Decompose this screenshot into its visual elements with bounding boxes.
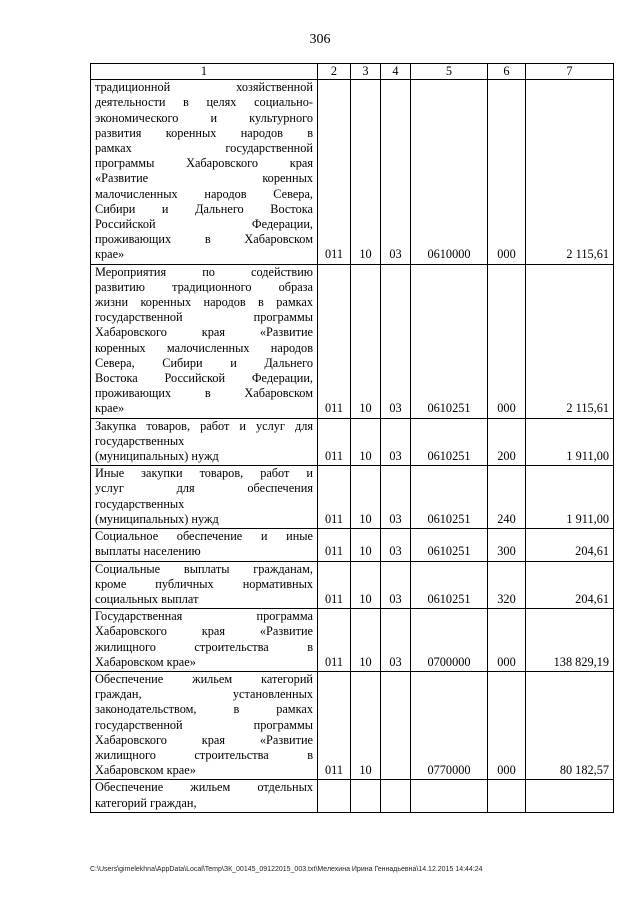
ministry-code bbox=[318, 780, 351, 812]
expense-type-code: 320 bbox=[488, 561, 526, 609]
description-line: крае» bbox=[95, 247, 125, 262]
description-line: государственной программы bbox=[95, 310, 313, 325]
amount-value: 2 115,61 bbox=[526, 264, 614, 418]
description-line: (муниципальных) нужд bbox=[95, 449, 219, 464]
col-header-4: 4 bbox=[381, 64, 411, 80]
description-line: Востока Российской Федерации, bbox=[95, 371, 313, 386]
row-description bbox=[91, 780, 318, 812]
description-line: (муниципальных) нужд bbox=[95, 511, 219, 526]
description-line: развитию традиционного образа bbox=[95, 279, 313, 294]
ministry-code: 011 bbox=[318, 529, 351, 561]
row-description bbox=[91, 80, 318, 264]
row-description bbox=[91, 529, 318, 561]
description-line: деятельности в целях социально- bbox=[95, 95, 313, 110]
col-header-1: 1 bbox=[91, 64, 318, 80]
expense-type-code bbox=[488, 780, 526, 812]
expense-type-code: 000 bbox=[488, 264, 526, 418]
subsection-code: 03 bbox=[381, 264, 411, 418]
section-code: 10 bbox=[351, 671, 381, 779]
table-row bbox=[91, 609, 614, 672]
ministry-code: 011 bbox=[318, 418, 351, 466]
subsection-code: 03 bbox=[381, 609, 411, 672]
section-code: 10 bbox=[351, 264, 381, 418]
section-code: 10 bbox=[351, 466, 381, 529]
target-article-code: 0610251 bbox=[411, 418, 488, 466]
ministry-code: 011 bbox=[318, 466, 351, 529]
description-line: малочисленных народов Севера, bbox=[95, 186, 313, 201]
ministry-code: 011 bbox=[318, 561, 351, 609]
description-line: коренных малочисленных народов bbox=[95, 340, 313, 355]
target-article-code: 0610251 bbox=[411, 264, 488, 418]
description-line: Социальное обеспечение и иные bbox=[95, 529, 313, 544]
section-code: 10 bbox=[351, 609, 381, 672]
table-row bbox=[91, 529, 614, 561]
amount-value bbox=[526, 780, 614, 812]
section-code: 10 bbox=[351, 418, 381, 466]
row-description bbox=[91, 466, 318, 529]
description-line: развития коренных народов в bbox=[95, 125, 313, 140]
description-line: Закупка товаров, работ и услуг для bbox=[95, 418, 313, 433]
target-article-code bbox=[411, 780, 488, 812]
expense-type-code: 200 bbox=[488, 418, 526, 466]
expense-type-code: 000 bbox=[488, 80, 526, 264]
description-line: экономического и культурного bbox=[95, 110, 313, 125]
description-line: Севера, Сибири и Дальнего bbox=[95, 355, 313, 370]
row-description bbox=[91, 561, 318, 609]
subsection-code: 03 bbox=[381, 529, 411, 561]
subsection-code: 03 bbox=[381, 80, 411, 264]
description-line: кроме публичных нормативных bbox=[95, 576, 313, 591]
expense-type-code: 000 bbox=[488, 609, 526, 672]
target-article-code: 0610251 bbox=[411, 561, 488, 609]
description-line: крае» bbox=[95, 401, 125, 416]
col-header-5: 5 bbox=[411, 64, 488, 80]
ministry-code: 011 bbox=[318, 264, 351, 418]
description-line: традиционной хозяйственной bbox=[95, 80, 313, 95]
row-description bbox=[91, 264, 318, 418]
target-article-code: 0610251 bbox=[411, 529, 488, 561]
description-line: Иные закупки товаров, работ и bbox=[95, 466, 313, 481]
expense-type-code: 000 bbox=[488, 671, 526, 779]
description-line: Хабаровском крае» bbox=[95, 763, 196, 778]
budget-table bbox=[90, 63, 614, 813]
table-row bbox=[91, 418, 614, 466]
description-line: законодательством, в рамках bbox=[95, 702, 313, 717]
table-row bbox=[91, 780, 614, 812]
col-header-3: 3 bbox=[351, 64, 381, 80]
description-line: Мероприятия по содействию bbox=[95, 264, 313, 279]
footer-path: C:\Users\gimelekhna\AppData\Local\Temp\ЗК_00145_09122015_003.txt\Мелехина Ирина Геннадьевна\14.12.2015 14:44:24 bbox=[90, 866, 483, 873]
ministry-code: 011 bbox=[318, 671, 351, 779]
description-line: жилищного строительства в bbox=[95, 639, 313, 654]
table-row bbox=[91, 264, 614, 418]
amount-value: 1 911,00 bbox=[526, 466, 614, 529]
description-line: Хабаровского края «Развитие bbox=[95, 732, 313, 747]
subsection-code: 03 bbox=[381, 466, 411, 529]
table-row bbox=[91, 466, 614, 529]
expense-type-code: 300 bbox=[488, 529, 526, 561]
description-line: Государственная программа bbox=[95, 609, 313, 624]
ministry-code: 011 bbox=[318, 80, 351, 264]
description-line: государственных bbox=[95, 433, 185, 448]
description-line: Сибири и Дальнего Востока bbox=[95, 201, 313, 216]
description-line: Социальные выплаты гражданам, bbox=[95, 561, 313, 576]
description-line: выплаты населению bbox=[95, 544, 201, 559]
description-line: проживающих в Хабаровском bbox=[95, 386, 313, 401]
amount-value: 2 115,61 bbox=[526, 80, 614, 264]
row-description bbox=[91, 671, 318, 779]
amount-value: 138 829,19 bbox=[526, 609, 614, 672]
description-line: жилищного строительства в bbox=[95, 747, 313, 762]
description-line: рамках государственной bbox=[95, 141, 313, 156]
row-description bbox=[91, 609, 318, 672]
page-number: 306 bbox=[309, 32, 331, 47]
subsection-code: 03 bbox=[381, 418, 411, 466]
amount-value: 80 182,57 bbox=[526, 671, 614, 779]
description-line: жизни коренных народов в рамках bbox=[95, 295, 313, 310]
section-code: 10 bbox=[351, 80, 381, 264]
description-line: Обеспечение жильем категорий bbox=[95, 671, 313, 686]
target-article-code: 0610000 bbox=[411, 80, 488, 264]
description-line: Хабаровского края «Развитие bbox=[95, 325, 313, 340]
row-description bbox=[91, 418, 318, 466]
section-code: 10 bbox=[351, 529, 381, 561]
description-line: категорий граждан, bbox=[95, 795, 197, 810]
subsection-code bbox=[381, 780, 411, 812]
header-row bbox=[91, 64, 614, 80]
table-body bbox=[91, 80, 614, 813]
description-line: программы Хабаровского края bbox=[95, 156, 313, 171]
table-row bbox=[91, 80, 614, 264]
description-line: Российской Федерации, bbox=[95, 217, 313, 232]
section-code bbox=[351, 780, 381, 812]
description-line: граждан, установленных bbox=[95, 687, 313, 702]
target-article-code: 0770000 bbox=[411, 671, 488, 779]
col-header-6: 6 bbox=[488, 64, 526, 80]
target-article-code: 0700000 bbox=[411, 609, 488, 672]
description-line: социальных выплат bbox=[95, 591, 199, 606]
target-article-code: 0610251 bbox=[411, 466, 488, 529]
expense-type-code: 240 bbox=[488, 466, 526, 529]
description-line: государственных bbox=[95, 496, 185, 511]
description-line: Хабаровского края «Развитие bbox=[95, 624, 313, 639]
ministry-code: 011 bbox=[318, 609, 351, 672]
col-header-7: 7 bbox=[526, 64, 614, 80]
col-header-2: 2 bbox=[318, 64, 351, 80]
amount-value: 1 911,00 bbox=[526, 418, 614, 466]
description-line: услуг для обеспечения bbox=[95, 481, 313, 496]
table-row bbox=[91, 561, 614, 609]
description-line: государственной программы bbox=[95, 717, 313, 732]
description-line: «Развитие коренных bbox=[95, 171, 313, 186]
subsection-code: 03 bbox=[381, 561, 411, 609]
description-line: Обеспечение жильем отдельных bbox=[95, 780, 313, 795]
section-code: 10 bbox=[351, 561, 381, 609]
amount-value: 204,61 bbox=[526, 529, 614, 561]
amount-value: 204,61 bbox=[526, 561, 614, 609]
description-line: проживающих в Хабаровском bbox=[95, 232, 313, 247]
description-line: Хабаровском крае» bbox=[95, 654, 196, 669]
table-row bbox=[91, 671, 614, 779]
subsection-code bbox=[381, 671, 411, 779]
